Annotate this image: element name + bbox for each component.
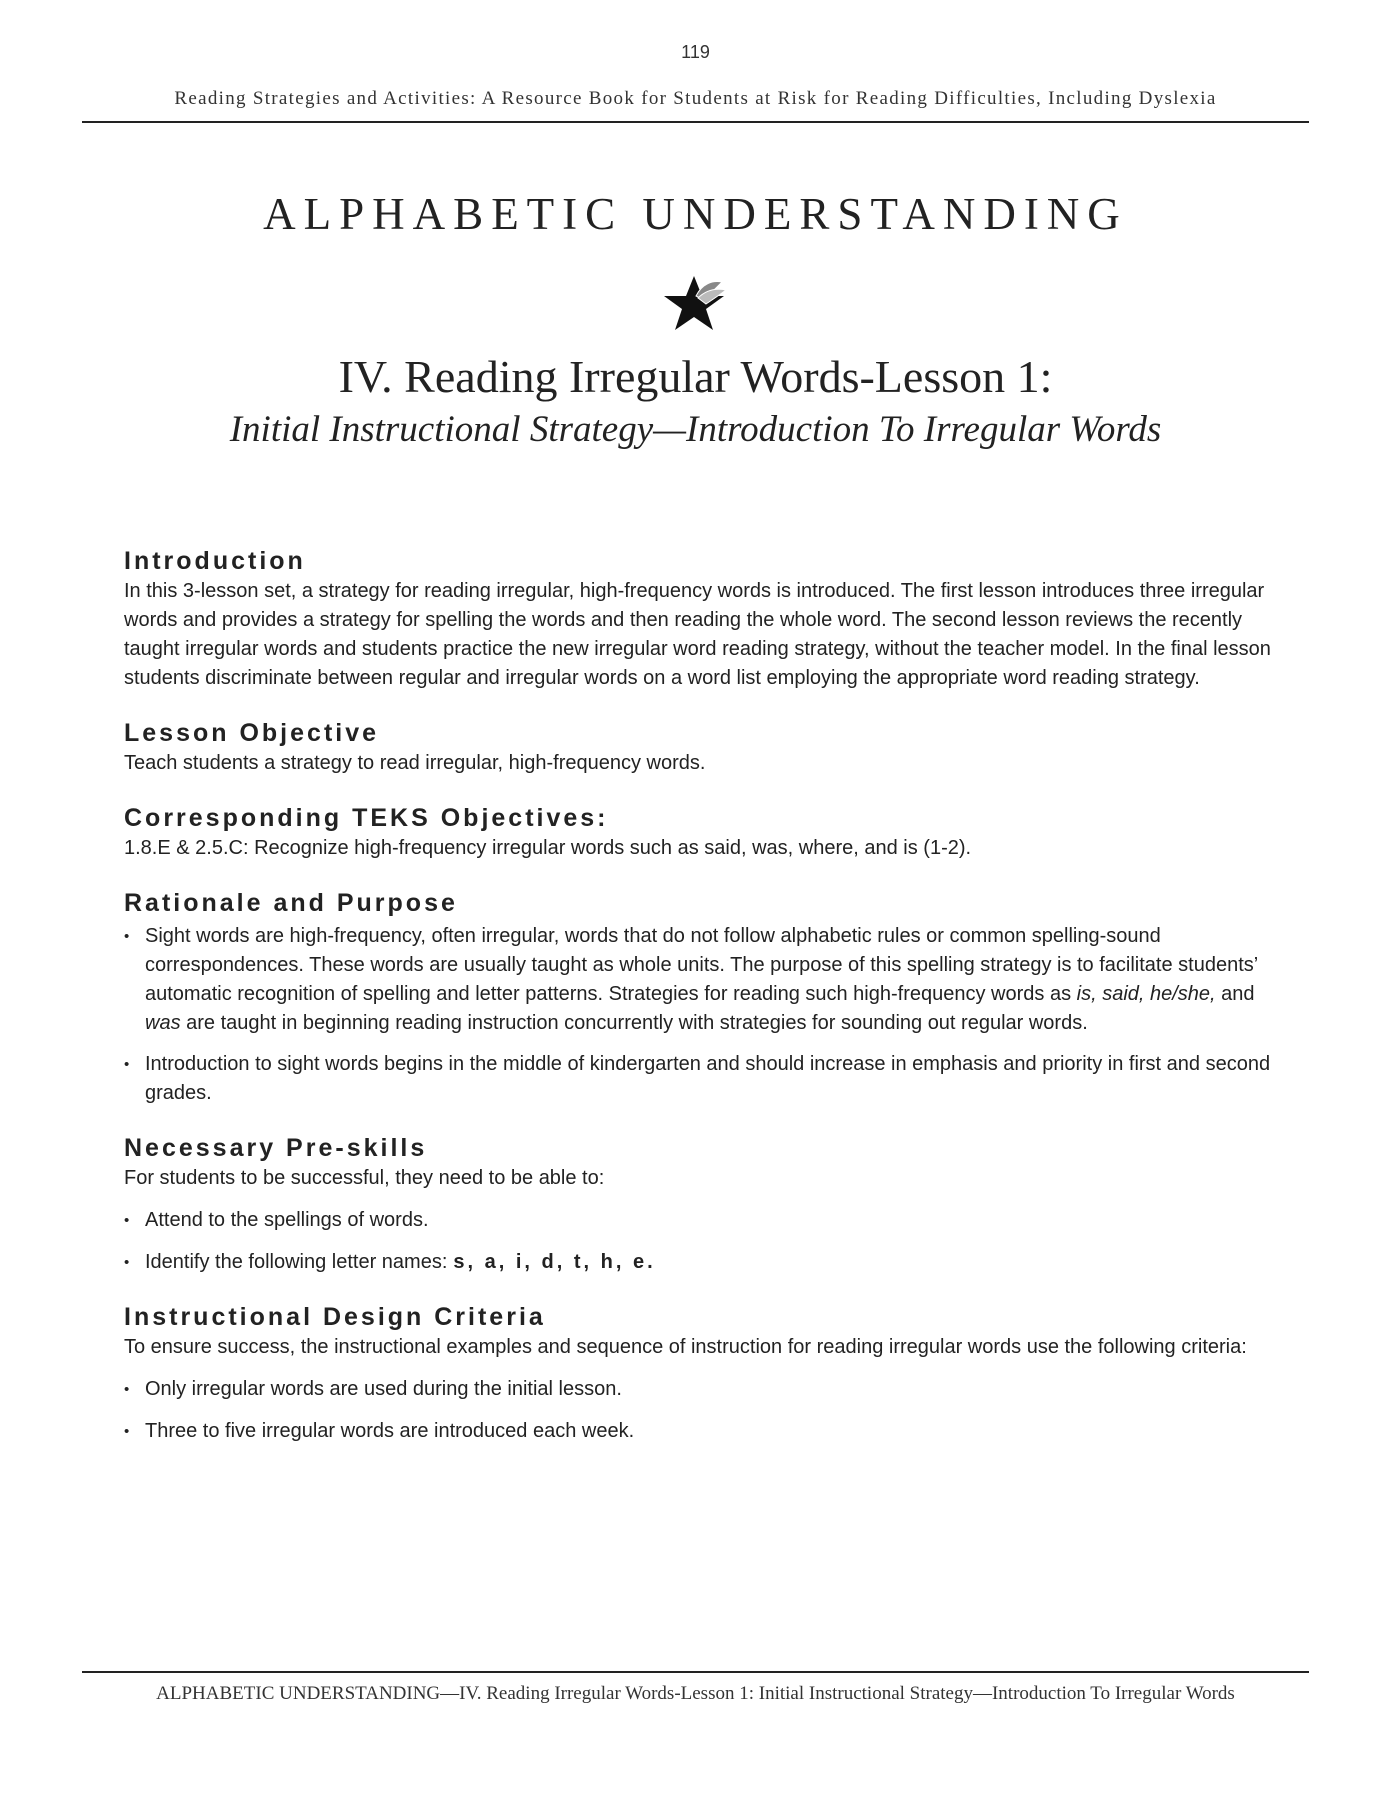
list-item: • Identify the following letter names: s, a, i, d, t, h, e. bbox=[124, 1248, 1274, 1277]
teks-body: 1.8.E & 2.5.C: Recognize high-frequency irregular words such as said, was, where, and is (1-2). bbox=[124, 837, 972, 859]
star-icon bbox=[660, 274, 730, 334]
teks-section bbox=[124, 802, 1274, 863]
preskills-section bbox=[124, 1132, 1274, 1277]
lesson-title: IV. Reading Irregular Words-Lesson 1: bbox=[338, 351, 1053, 402]
objective-section bbox=[124, 717, 1274, 778]
design-intro: To ensure success, the instructional examples and sequence of instruction for reading irregular words use the following criteria: bbox=[124, 1336, 1247, 1358]
preskills-heading: Necessary Pre-skills bbox=[124, 1134, 428, 1162]
design-list bbox=[124, 1375, 1274, 1446]
running-footer: ALPHABETIC UNDERSTANDING—IV. Reading Irregular Words-Lesson 1: Initial Instructional Strategy—Introduction To Irregular Words bbox=[156, 1683, 1235, 1704]
list-item: • Introduction to sight words begins in the middle of kindergarten and should increase in emphasis and priority in first and second grades. bbox=[124, 1050, 1274, 1108]
page-number: 119 bbox=[681, 42, 710, 62]
star-book-logo bbox=[660, 274, 730, 334]
design-heading: Instructional Design Criteria bbox=[124, 1303, 546, 1331]
objective-body: Teach students a strategy to read irregular, high-frequency words. bbox=[124, 752, 706, 774]
introduction-section bbox=[124, 545, 1274, 693]
lesson-subtitle: Initial Instructional Strategy—Introduction To Irregular Words bbox=[229, 409, 1162, 450]
rationale-list bbox=[124, 922, 1274, 1108]
objective-heading: Lesson Objective bbox=[124, 719, 380, 747]
section-title: ALPHABETIC UNDERSTANDING bbox=[263, 189, 1128, 239]
list-item: • Only irregular words are used during the initial lesson. bbox=[124, 1375, 1274, 1404]
introduction-heading: Introduction bbox=[124, 547, 306, 575]
rationale-section bbox=[124, 887, 1274, 1108]
preskills-intro: For students to be successful, they need to be able to: bbox=[124, 1167, 605, 1189]
teks-heading: Corresponding TEKS Objectives: bbox=[124, 804, 609, 832]
list-item: • Sight words are high-frequency, often irregular, words that do not follow alphabetic rules or common spelling-sound correspondences. These words are usually taught as whole units. The purpose of this spelling strategy is to facilitate students’ automatic recognition of spelling and letter patterns. Strategies for reading such high-frequency words as is, said, he/she, and was are taught in beginning reading instruction concurrently with strategies for sounding out regular words. bbox=[124, 922, 1274, 1038]
rationale-heading: Rationale and Purpose bbox=[124, 889, 458, 917]
running-header: Reading Strategies and Activities: A Resource Book for Students at Risk for Reading Difficulties, Including Dyslexia bbox=[174, 88, 1217, 109]
footer-rule bbox=[82, 1671, 1309, 1673]
design-section bbox=[124, 1301, 1274, 1446]
preskills-list bbox=[124, 1206, 1274, 1277]
main-content bbox=[124, 545, 1274, 1470]
header-rule bbox=[82, 121, 1309, 123]
letter-names: s, a, i, d, t, h, e. bbox=[453, 1251, 656, 1273]
list-item: • Three to five irregular words are introduced each week. bbox=[124, 1417, 1274, 1446]
list-item: • Attend to the spellings of words. bbox=[124, 1206, 1274, 1235]
introduction-body: In this 3-lesson set, a strategy for reading irregular, high-frequency words is introduced. The first lesson introduces three irregular words and provides a strategy for spelling the words and then reading the whole word. The second lesson reviews the recently taught irregular words and students practice the new irregular word reading strategy, without the teacher model. In the final lesson students discriminate between regular and irregular words on a word list employing the appropriate word reading strategy. bbox=[124, 580, 1271, 689]
